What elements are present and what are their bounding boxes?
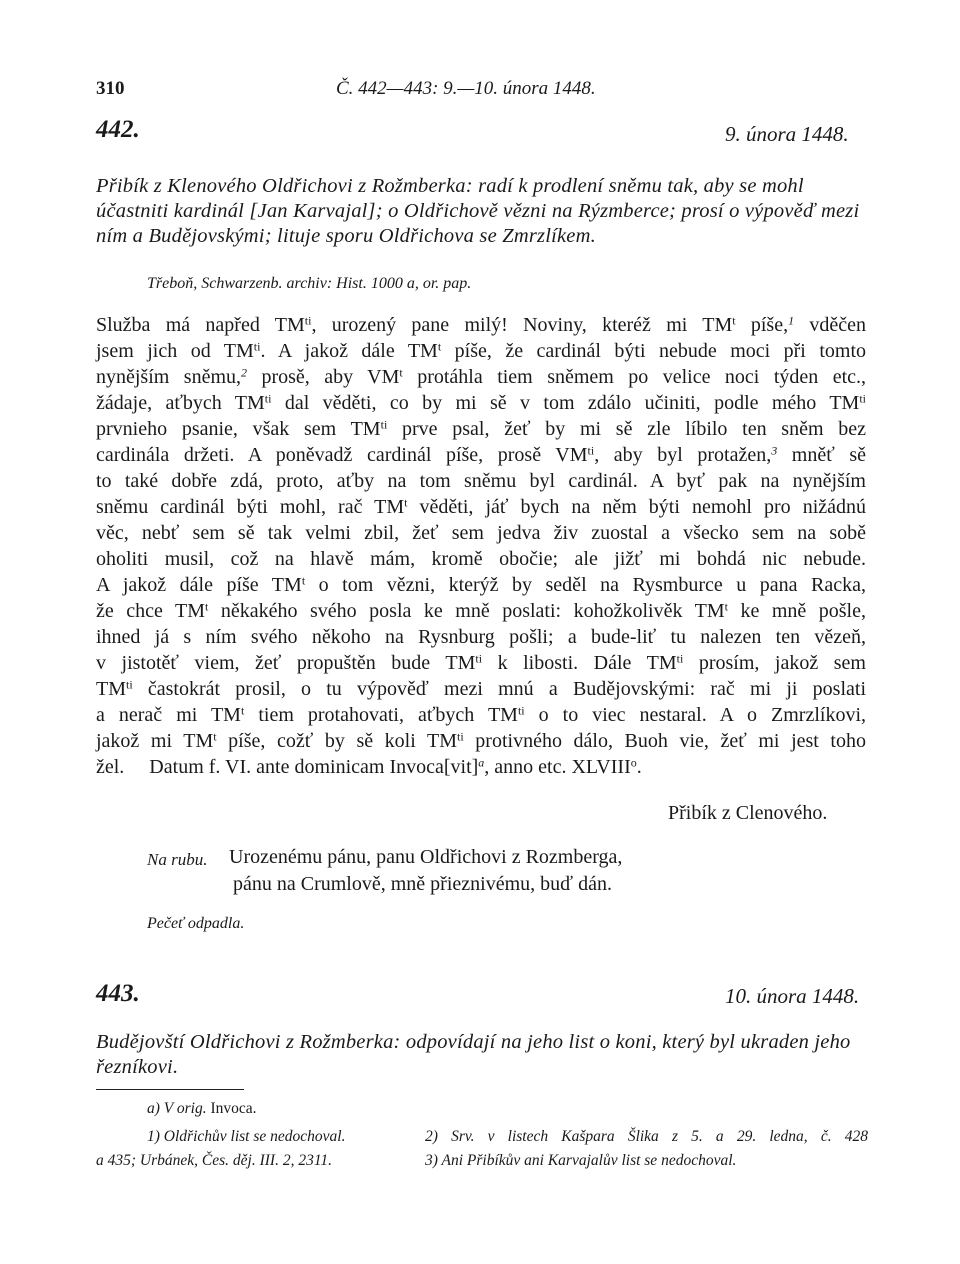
footnote-a-text: Invoca.: [210, 1100, 257, 1117]
doc-443-number: 443.: [96, 980, 140, 1007]
body-line: $TM^{ti}$ častokrát prosil, o tu výpověď mezi mnú a Budějovskými: rač mi ji poslati: [96, 677, 866, 700]
address-line-2: pánu na Crumlově, mně přieznivému, buď dán.: [233, 873, 612, 895]
footnote-3: 3) Ani Přibíkův ani Karvajalův list se nedochoval.: [425, 1152, 737, 1169]
body-line: žel. Datum f. VI. ante dominicam Invoca[vit]$^a$, anno etc. XLVIII$^o$.: [96, 755, 642, 778]
doc-442-regest: Přibík z Klenového Oldřichovi z Rožmberka: radí k prodlení sněmu tak, aby se mohl účastniti kardinál [Jan Karvajal]; o Oldřichově vězni na Rýzmberce; prosí o výpověď mezi ním a Budějovskými; lituje sporu Oldřichova se Zmrzlíkem.: [96, 175, 860, 247]
body-line: že chce $TM^t$ někakého svého posla ke mně poslati: kohožkolivěk $TM^t$ ke mně pošle,: [96, 599, 866, 622]
doc-443-regest: Budějovští Oldřichovi z Rožmberka: odpovídají na jeho list o koni, který byl ukraden jeho řezníkovi.: [96, 1031, 851, 1078]
body-line: to také dobře zdá, proto, aťby na tom sněmu byl cardinál. A byť pak na nynějším: [96, 470, 866, 492]
footnote-a-label: a) V orig.: [147, 1100, 207, 1117]
body-line: prvnieho psanie, však sem $TM^{ti}$ prve psal, žeť by mi sě zle líbilo ten sněm bez: [96, 417, 867, 440]
footnote-1: 1) Oldřichův list se nedochoval.: [147, 1128, 346, 1145]
doc-442-date: 9. února 1448.: [725, 122, 849, 146]
footnote-a: [147, 1100, 257, 1118]
body-line: oholiti musil, což na hlavě mám, kromě obočie; ale jižť mi bohdá nic nebude.: [96, 548, 866, 570]
body-line: jsem jich od $TM^{ti}$. A jakož dále $TM^t$ píše, že cardinál býti nebude moci při tomto: [96, 339, 866, 362]
body-line: sněmu cardinál býti mohl, rač $TM^t$ věděti, jáť bych na něm býti nemohl pro nižádnú: [96, 495, 867, 518]
body-line: A jakož dále píše $TM^t$ o tom vězni, kterýž by seděl na Rysmburce u pana Racka,: [96, 573, 866, 596]
doc-442-number: 442.: [96, 116, 140, 143]
doc-443-date: 10. února 1448.: [725, 984, 860, 1008]
body-line: Služba má napřed $TM^{ti}$, urozený pane milý! Noviny, kteréž mi $TM^t$ píše,$^1$ vděčen: [96, 313, 866, 336]
footnote-2: 2) Srv. v listech Kašpara Šlika z 5. a 29. ledna, č. 428: [425, 1128, 868, 1145]
body-line: ihned já s ním svého někoho na Rysnburg pošli; a bude-liť tu nalezen ten vězeň,: [96, 626, 866, 648]
body-line: žádaje, aťbych $TM^{ti}$ dal věděti, co by mi sě v tom zdálo učiniti, podle mého $TM^{ti}$: [96, 391, 866, 414]
body-line: a nerač mi $TM^t$ tiem protahovati, aťbych $TM^{ti}$ o to viec nestaral. A o Zmrzlíkovi,: [96, 703, 866, 726]
footnote-rule: [96, 1089, 244, 1090]
address-line-1: Urozenému pánu, panu Oldřichovi z Rozmberga,: [229, 846, 623, 868]
footnote-1-continued: a 435; Urbánek, Čes. děj. III. 2, 2311.: [96, 1152, 333, 1169]
body-line: věc, nebť sem sě tak velmi zbil, žeť sem jedva živ zuostal a všecko sem na sobě: [96, 522, 866, 544]
body-line: jakož mi $TM^t$ píše, cožť by sě koli $TM^{ti}$ protivného dálo, Buoh vie, žeť mi jest toho: [96, 729, 866, 752]
doc-442-source: Třeboň, Schwarzenb. archiv: Hist. 1000 a, or. pap.: [147, 275, 472, 292]
address-label: Na rubu.: [147, 850, 208, 869]
body-line: v jistotěť viem, žeť propuštěn bude $TM^{ti}$ k libosti. Dále $TM^{ti}$ prosím, jakož sem: [96, 651, 866, 674]
running-head: Č. 442—443: 9.—10. února 1448.: [336, 78, 596, 99]
seal-note: Pečeť odpadla.: [147, 915, 245, 932]
body-line: cardinála držeti. A poněvadž cardinál píše, prosě $VM^{ti}$, aby byl protažen,$^3$ mněť sě: [96, 443, 867, 466]
body-line: nynějším sněmu,$^2$ prosě, aby $VM^t$ protáhla tiem sněmem po velice noci týden etc.,: [96, 365, 867, 388]
doc-442-signature: Přibík z Clenového.: [668, 802, 828, 824]
page-number: 310: [96, 78, 125, 99]
